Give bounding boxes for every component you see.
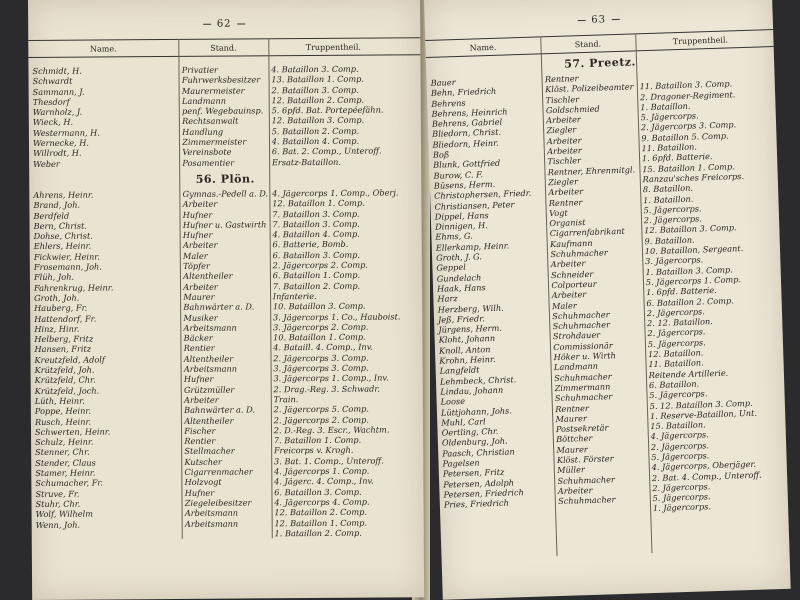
name-cell: Jeß, Friedr. [437, 313, 485, 325]
section-title: 56. Plön. [195, 172, 255, 186]
name-cell: Harz [437, 293, 458, 304]
name-cell: Hattendorf, Fr. [34, 313, 97, 324]
truppentheil-cell: 5. Jägercorps 1. Comp. [645, 274, 742, 288]
right-section [426, 49, 788, 520]
truppentheil-cell: 12. Bataillon 1. Comp. [274, 517, 368, 528]
stand-cell: Töpfer [183, 260, 210, 272]
name-cell: Loose [440, 396, 466, 407]
name-cell: Behrens, Heinrich [431, 106, 508, 119]
left-rows-top [28, 63, 421, 169]
name-cell: Oldenburg, Joh. [441, 435, 508, 449]
stand-cell: Maurer [556, 443, 588, 455]
truppentheil-cell: 3. Jägercorps 1. Co., Hauboist. [272, 310, 401, 322]
truppentheil-cell: 3. Jägercorps 2. Comp. [273, 321, 369, 333]
stand-cell: Strohdauer [552, 330, 601, 342]
name-cell: Lüth, Heinr. [34, 395, 85, 406]
truppentheil-cell: 4. Jägercorps 1. Comp. [274, 465, 370, 477]
stand-cell: Landmann [553, 361, 599, 373]
truppentheil-cell: 2. Jägercorps 3. Comp. [640, 119, 737, 133]
stand-cell: Schuhmacher [554, 391, 613, 404]
name-cell: Hansen, Fritz [34, 344, 92, 355]
left-section [29, 169, 424, 540]
truppentheil-cell: 2. 12. Bataillon. [646, 316, 713, 329]
stand-cell: Arbeiter [557, 484, 593, 496]
truppentheil-cell: 4. Bataillon 4. Comp. [271, 135, 360, 147]
name-cell: Groth, Joh. [34, 292, 80, 303]
truppentheil-cell: 2. Bataillon 3. Comp. [271, 84, 359, 95]
name-cell: Christophersen, Friedr. [434, 187, 532, 202]
stand-cell: Hufner [182, 209, 213, 220]
stand-cell: Ziegler [547, 176, 579, 188]
stand-cell: Stellmacher [184, 445, 235, 457]
stand-cell: Maler [551, 299, 577, 311]
name-cell [440, 507, 555, 521]
stand-cell: Höker u. Wirth [553, 350, 617, 363]
name-cell: Bliedorn, Christ. [432, 127, 502, 140]
stand-cell: Fuhrwerksbesitzer [181, 74, 261, 86]
stand-cell: Arbeiter [182, 240, 218, 251]
stand-cell: Rentner [548, 196, 583, 208]
stand-cell: Commissionär [553, 339, 613, 352]
truppentheil-cell: 7. Bataillon 3. Comp. [272, 208, 360, 219]
name-cell: Christiansen, Peter [434, 198, 515, 212]
stand-cell: Klöst. Polizeibeamter [545, 81, 634, 95]
truppentheil-cell: 1. 6pfd. Batterie. [641, 151, 713, 164]
name-cell: Krützfeld, Joh. [34, 364, 95, 376]
stand-cell: Arbeitsmann [184, 507, 239, 519]
stand-cell: Postsekretär [555, 422, 609, 435]
stand-cell: Privatier [181, 64, 218, 75]
stand-cell: Arbeiter [182, 198, 218, 210]
stand-cell: Handlung [182, 126, 224, 137]
stand-cell: Zimmermeister [182, 136, 247, 148]
truppentheil-cell: 2. Jägercorps. [643, 213, 703, 226]
stand-cell: Schneider [550, 268, 594, 280]
right-page-number: 63 [425, 9, 773, 31]
name-cell: Bliedorn, Heinr. [432, 137, 499, 150]
name-cell: Petersen, Fritz [442, 466, 505, 479]
stand-cell: Rechtsanwalt [182, 116, 239, 127]
name-cell: Warnholz, J. [32, 106, 83, 118]
truppentheil-cell: 2. D.-Reg. 3. Escr., Wachtm. [273, 424, 390, 436]
truppentheil-cell: 11. Bataillon 3. Comp. [639, 78, 733, 92]
truppentheil-cell: 2. Drag.-Reg. 3. Schwadr. [273, 383, 381, 394]
stand-cell: Arbeiter [546, 134, 582, 146]
name-cell: Behrens, Gabriel [431, 116, 503, 129]
stand-cell: Schuhmacher [557, 473, 615, 486]
truppentheil-cell: 9. Bataillon. [644, 234, 695, 246]
stand-cell: Fischer [184, 425, 216, 436]
truppentheil-cell: 6. Bataillon 2. Comp. [646, 294, 734, 308]
stand-cell: Colporteur [551, 278, 597, 291]
truppentheil-cell: 6. Batterie, Bomb. [272, 239, 349, 250]
truppentheil-cell: 2. Dragoner-Regiment. [639, 88, 736, 102]
truppentheil-cell: 2. Jägercorps 3. Comp. [273, 352, 369, 364]
truppentheil-cell: 4. Jägerc. 4. Comp., Inv. [274, 475, 374, 487]
truppentheil-cell: 2. Jägercorps. [647, 326, 706, 339]
truppentheil-cell: 12. Bataillon 2. Comp. [274, 506, 367, 518]
truppentheil-cell: 5. 12. Bataillon 3. Comp. [649, 397, 753, 411]
stand-cell: Schuhmacher [550, 247, 608, 260]
name-cell: Brand, Joh. [33, 199, 81, 211]
name-cell: Muhl, Carl [441, 416, 486, 428]
truppentheil-cell: 11. Bataillon. [641, 141, 698, 154]
truppentheil-cell: 6. Bataillon 1. Comp. [272, 270, 361, 281]
name-cell: Schwerten, Heinr. [34, 426, 111, 437]
name-cell: Behrens [431, 97, 466, 109]
name-cell: Burow, C. F. [433, 168, 484, 181]
right-page [424, 0, 791, 600]
name-cell: Dinnigen, H. [434, 220, 488, 232]
stand-cell: Posamentier [182, 157, 235, 168]
truppentheil-cell: Train. [273, 394, 299, 405]
truppentheil-cell: 5. Jägercorps. [643, 203, 702, 216]
truppentheil-cell: Reitende Artillerie. [648, 367, 729, 380]
stand-cell [181, 528, 271, 539]
name-cell: Wieck, H. [32, 117, 74, 128]
truppentheil-cell: 4. Jägercorps 1. Comp., Oberj. [272, 187, 399, 199]
truppentheil-cell: Ersatz-Bataillon. [271, 156, 342, 167]
name-cell: Fahrenkrug, Heinr. [33, 282, 114, 293]
name-cell: Geppel [436, 262, 466, 274]
header-truppentheil: Truppentheil. [305, 42, 361, 52]
name-cell: Behn, Friedrich [430, 86, 497, 99]
truppentheil-cell: 1. Bataillon 3. Comp. [645, 264, 733, 277]
name-cell: Jürgens, Herm. [438, 322, 503, 335]
truppentheil-cell: 3. Jägercorps 3. Comp. [273, 362, 369, 374]
stand-cell: Arbeiter [551, 289, 587, 301]
name-cell: Rusch, Heinr. [34, 416, 92, 427]
truppentheil-cell: 5. Jägercorps. [651, 450, 710, 463]
name-cell: Willrodt, H. [33, 148, 82, 159]
truppentheil-cell: Ranzau'sches Freicorps. [642, 171, 745, 185]
truppentheil-cell: 2. Jägercorps. [646, 306, 705, 318]
name-cell: Langfeldt [439, 364, 480, 377]
truppentheil-cell: 15. Bataillon. [650, 419, 706, 432]
name-cell: Büsens, Herm. [433, 178, 496, 191]
stand-cell: Cigarrenfabrikant [549, 226, 625, 239]
stand-cell: Schuhmacher [554, 370, 612, 383]
truppentheil-cell: 4. Jägercorps 4. Comp. [274, 496, 370, 508]
section-title: 57. Preetz. [564, 55, 637, 71]
stand-cell: Altentheiler [184, 415, 234, 426]
name-cell: Herzberg, Wilh. [437, 302, 504, 315]
stand-cell: Grützmüller [183, 384, 235, 395]
stand-cell: Goldschmied [545, 103, 600, 116]
name-cell: Petersen, Adolph [443, 476, 515, 490]
stand-cell: Musiker [183, 312, 218, 323]
stand-cell: Arbeiter [183, 281, 218, 292]
stand-cell: Maurer [183, 291, 215, 302]
name-cell: Schulz, Heinr. [35, 436, 94, 448]
table-row [29, 156, 421, 169]
truppentheil-cell: 5. Bataillon 2. Comp. [271, 125, 360, 137]
truppentheil-cell: 6. Bataillon 3. Comp. [272, 249, 360, 261]
name-cell: Krohn, Heinr. [439, 353, 496, 366]
name-cell: Hauberg, Fr. [34, 302, 88, 314]
stand-cell: Bahnwärter a. D. [183, 301, 255, 313]
truppentheil-cell: 4. Bataill. 4. Comp., Inv. [273, 342, 373, 353]
stand-cell: Schuhmacher [552, 319, 611, 332]
name-cell: Dippel, Hans [434, 209, 489, 222]
stand-cell: Tischler [545, 93, 580, 105]
truppentheil-cell: 12. Bataillon 2. Comp. [271, 94, 365, 106]
name-cell: Wernecke, H. [32, 137, 90, 149]
truppentheil-cell: 1. Jägercorps. [652, 501, 712, 514]
name-cell: Lindau, Johann [440, 384, 504, 397]
header-stand: Stand. [210, 43, 237, 53]
name-cell: Krützfeld, Joch. [34, 385, 100, 396]
table-row [32, 527, 424, 540]
name-cell: Kreutzfeld, Adolf [34, 354, 105, 365]
stand-cell: penf. Wegebauinsp. [181, 105, 264, 117]
truppentheil-cell: 12. Bataillon. [647, 347, 704, 360]
truppentheil-cell: 4. Jägercorps. [650, 429, 709, 442]
truppentheil-cell: 3. Jägercorps. [644, 254, 704, 267]
stand-cell: Rentier [184, 435, 216, 447]
truppentheil-cell: 15. Bataillon 1. Comp. [642, 160, 735, 174]
stand-cell: Vogt [548, 207, 568, 219]
name-cell: Struve, Fr. [35, 488, 80, 499]
name-cell: Ehlers, Heinr. [33, 241, 92, 252]
stand-cell: Cigarrenmacher [184, 466, 253, 477]
stand-cell: Rentier [183, 343, 215, 354]
header-name: Name. [89, 43, 117, 54]
stand-cell: Arbeiter [550, 258, 586, 270]
name-cell: Blunk, Gottfried [433, 158, 501, 171]
name-cell: Kloht, Johann [438, 333, 496, 346]
name-cell: Schumacher, Fr. [35, 477, 104, 489]
stand-cell: Rentner [544, 73, 579, 85]
truppentheil-cell: 2. Jägercorps. [650, 439, 710, 452]
truppentheil-cell: 12. Bataillon 1. Comp. [272, 197, 365, 209]
left-page [28, 0, 424, 600]
name-cell: Ahrens, Heinr. [33, 189, 94, 200]
name-cell: Stenner, Chr. [35, 447, 90, 458]
truppentheil-cell: 1. 6pfd. Batterie. [645, 285, 717, 298]
name-cell: Groth, J. G. [435, 251, 483, 263]
truppentheil-cell: 5. Jägercorps. [649, 388, 708, 401]
name-cell: Petersen, Friedrich [443, 486, 524, 500]
truppentheil-cell: 6. Bat. 2. Comp., Unteroff. [271, 145, 382, 157]
name-cell: Bern, Christ. [33, 220, 88, 231]
truppentheil-cell: 5. Jägercorps. [640, 110, 699, 123]
stand-cell: Klöst. Förster [556, 453, 614, 466]
stand-cell: Altentheiler [183, 270, 233, 282]
stand-cell: Arbeitsmann [183, 363, 238, 374]
truppentheil-cell: 10. Bataillon 1. Comp. [273, 331, 366, 343]
name-cell: Poppe, Heinr. [34, 405, 92, 417]
stand-cell: Arbeiter [546, 114, 581, 126]
stand-cell: Arbeitsmann [184, 518, 239, 529]
header-name: Name. [469, 42, 497, 53]
name-cell: Krützfeld, Chr. [34, 374, 96, 386]
truppentheil-cell: 2. Jägercorps 2. Comp. [273, 414, 370, 425]
header-stand: Stand. [574, 38, 602, 49]
stand-cell: Bahnwärter a. D. [184, 404, 256, 416]
name-cell: Thesdorf [32, 96, 70, 107]
name-cell: Wenn, Joh. [35, 519, 81, 530]
stand-cell: Arbeiter [548, 186, 584, 198]
truppentheil-cell: 2. Jägercorps. [652, 481, 711, 493]
left-table-header [28, 37, 420, 58]
stand-cell: Hufner u. Gastwirth [182, 219, 267, 230]
stand-cell: Arbeiter [183, 394, 219, 405]
name-cell: Weber [33, 158, 60, 169]
truppentheil-cell: 8. Bataillon. [642, 182, 694, 195]
stand-cell: Arbeitsmann [183, 322, 237, 333]
truppentheil-cell: 12. Bataillon 3. Comp. [644, 222, 737, 236]
truppentheil-cell: Freicorps v. Krogh. [273, 445, 354, 456]
name-cell [32, 529, 181, 540]
stand-cell: Maurermeister [181, 85, 245, 96]
header-truppentheil: Truppentheil. [672, 34, 729, 46]
truppentheil-cell: 2. Jägercorps 5. Comp. [273, 403, 369, 415]
stand-cell: Hufner [183, 374, 214, 385]
truppentheil-cell: 9. Bataillon 5. Comp. [641, 130, 729, 144]
stand-cell: Böttcher [556, 433, 593, 445]
truppentheil-cell: Infanterie. [272, 290, 317, 302]
name-cell: Schwardt [32, 75, 73, 87]
stand-cell: Tischler [547, 155, 582, 167]
truppentheil-cell: 5. Jägercorps. [652, 491, 711, 504]
name-cell: Oertling, Chr. [441, 425, 499, 438]
truppentheil-cell: 1. Bataillon 2. Comp. [274, 527, 362, 539]
stand-cell: Rentner, Ehrenmitgl. [547, 164, 636, 177]
stand-cell: Vereinsbote [182, 146, 232, 158]
truppentheil-cell: 6. Bataillon. [648, 378, 700, 391]
truppentheil-cell: 5. Jägercorps. [647, 337, 706, 349]
name-cell: Ellerkamp, Heinr. [435, 240, 510, 253]
stand-cell: Altentheiler [183, 353, 234, 364]
name-cell: Stender, Claus [35, 457, 96, 468]
name-cell: Knoll, Anton [438, 343, 491, 356]
truppentheil-cell: 6. Bataillon 3. Comp. [274, 486, 362, 497]
truppentheil-cell: 7. Bataillon 2. Comp. [272, 280, 361, 291]
truppentheil-cell: 3. Bat. 1. Comp., Unteroff. [273, 455, 384, 467]
name-cell: Helberg, Fritz [34, 333, 94, 345]
truppentheil-cell: 4. Bataillon 3. Comp. [271, 63, 359, 75]
name-cell: Schmidt, H. [32, 65, 82, 76]
name-cell: Berdfeld [33, 210, 70, 221]
name-cell: Boß [432, 149, 450, 160]
stand-cell: Zimmermann [554, 381, 611, 393]
truppentheil-cell: 10. Bataillon 3. Comp. [272, 300, 366, 312]
stand-cell: Organist [549, 217, 586, 229]
truppentheil-cell: 3. Jägercorps 1. Comp., Inv. [273, 372, 389, 384]
truppentheil-cell: 4. Jägercorps, Oberjäger. [651, 459, 757, 473]
stand-cell: Müller [557, 464, 585, 476]
stand-cell: Rentner [555, 402, 589, 414]
truppentheil-cell: 12. Bataillon 3. Comp. [271, 115, 365, 126]
stand-cell: Kutscher [184, 456, 222, 467]
name-cell: Bauer [430, 77, 456, 88]
name-cell: Stamer, Heinr. [35, 467, 96, 478]
name-cell: Hinz, Hinr. [34, 323, 80, 334]
truppentheil-cell: 13. Bataillon 1. Comp. [271, 73, 364, 85]
name-cell: Paasch, Christian [442, 446, 515, 459]
name-cell: Stuhr, Chr. [35, 498, 81, 509]
stand-cell [554, 504, 649, 517]
name-cell: Pagelsen [442, 457, 480, 469]
truppentheil-cell: 11. Bataillon. [648, 357, 704, 370]
stand-cell: Ziegeleibesitzer [184, 497, 252, 508]
stand-cell: Schuhmacher [552, 309, 610, 321]
name-cell: Wolf, Wilhelm [35, 508, 93, 520]
stand-cell: Maler [182, 250, 208, 261]
stand-cell: Holzvogt [184, 476, 222, 488]
truppentheil-cell: 2. Jägercorps 2. Comp. [272, 259, 368, 271]
stand-cell: Gymnas.-Pedell a. D. [182, 188, 269, 199]
truppentheil-cell: 7. Bataillon 3. Comp. [272, 218, 360, 230]
stand-cell: Kaufmann [549, 237, 593, 249]
truppentheil-cell: 7. Bataillon 1. Comp. [273, 434, 362, 446]
stand-cell: Hufner [184, 487, 215, 498]
truppentheil-cell: 10. Bataillon, Sergeant. [644, 243, 744, 257]
name-cell: Haak, Hans [436, 282, 486, 294]
stand-cell: Schuhmacher [557, 494, 616, 507]
name-cell: Lüttjohann, Johs. [440, 404, 513, 418]
truppentheil-cell: 4. Bataillon 4. Comp. [272, 228, 360, 240]
stand-cell: Landmann [181, 95, 227, 106]
name-cell: Frosemann, Joh. [33, 261, 102, 273]
name-cell: Sammann, J. [32, 86, 85, 97]
name-cell: Flüh, Joh. [33, 272, 75, 283]
stand-cell: Maurer [555, 412, 587, 424]
name-cell: Ehms, G. [435, 231, 473, 243]
name-cell: Westermann, H. [32, 127, 100, 138]
name-cell: Dohse, Christ. [33, 230, 93, 242]
truppentheil-cell: 5. 6pfd. Bat. Portepéefähn. [271, 104, 384, 116]
name-cell: Pries, Friedrich [443, 497, 509, 510]
name-cell: Fickwier, Heinr. [33, 251, 100, 262]
truppentheil-cell: 1. Reserve-Bataillon, Unt. [649, 407, 758, 421]
stand-cell: Hufner [182, 229, 213, 241]
stand-cell: Ziegler [546, 124, 577, 136]
left-page-number: 62 [28, 17, 420, 31]
stand-cell: Arbeiter [546, 145, 582, 157]
name-cell: Gundelach [436, 271, 482, 284]
truppentheil-cell: 2. Bat. 4. Comp., Unteroff. [651, 469, 762, 483]
truppentheil-cell: 1. Bataillon. [640, 100, 691, 113]
truppentheil-cell: 1. Bataillon. [643, 193, 694, 205]
stand-cell: Bäcker [183, 332, 213, 344]
name-cell: Lehmbeck, Christ. [439, 373, 517, 387]
